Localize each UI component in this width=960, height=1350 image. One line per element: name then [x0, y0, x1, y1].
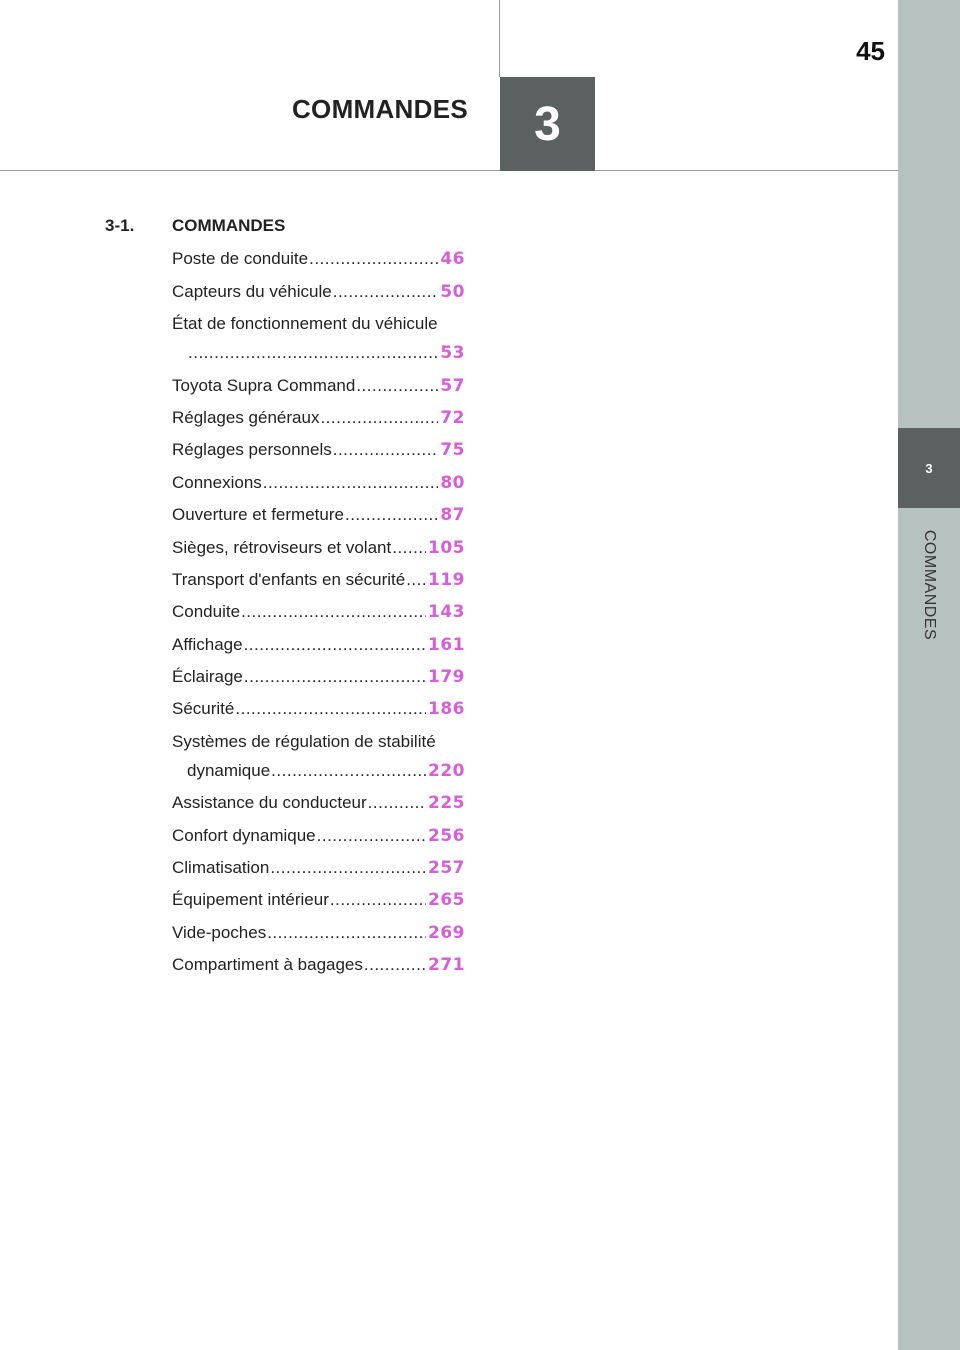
toc-entry-title: Équipement intérieur	[172, 890, 329, 910]
toc-entry-title: Connexions	[172, 472, 262, 492]
toc-entry[interactable]	[172, 505, 465, 528]
toc-page-link[interactable]: 161	[428, 634, 465, 655]
toc-entry[interactable]	[172, 376, 465, 399]
toc-entry[interactable]	[172, 955, 465, 978]
toc-entry-title: Poste de conduite	[172, 249, 309, 269]
header-rule	[0, 170, 898, 171]
toc-entry[interactable]	[172, 473, 465, 496]
toc-page-link[interactable]: 179	[428, 667, 465, 688]
toc-entry[interactable]	[172, 440, 465, 463]
toc-entry-title: Transport d'enfants en sécurité	[172, 569, 406, 589]
toc-page-link[interactable]: 80	[440, 472, 465, 493]
toc-entry-title: Systèmes de régulation de stabilité	[172, 731, 436, 751]
toc-section-number: 3-1.	[105, 216, 135, 235]
toc-entry-title: Climatisation	[172, 858, 270, 878]
toc-entry-title: Compartiment à bagages	[172, 955, 363, 975]
toc-entry-title: Assistance du conducteur	[172, 793, 367, 813]
toc-page-link[interactable]: 225	[428, 793, 465, 814]
toc-leader-dots	[392, 538, 426, 558]
toc-leader-dots	[330, 890, 426, 910]
toc-page-link[interactable]: 271	[428, 955, 465, 976]
toc-leader-dots	[317, 826, 426, 846]
toc-entry[interactable]	[172, 667, 465, 690]
side-tab-number[interactable]: 3	[898, 428, 960, 508]
toc-entry-title: Ouverture et fermeture	[172, 505, 344, 525]
toc-leader-dots	[263, 473, 439, 493]
toc-leader-dots	[270, 858, 426, 878]
toc-entry[interactable]	[172, 699, 465, 722]
toc-entry[interactable]	[172, 249, 465, 272]
toc-page-link[interactable]: 143	[428, 602, 465, 623]
table-of-contents	[105, 216, 465, 978]
toc-page-link[interactable]: 186	[428, 699, 465, 720]
toc-page-link[interactable]: 50	[440, 281, 465, 302]
toc-page-link[interactable]: 72	[440, 407, 465, 428]
toc-section-header	[105, 216, 465, 240]
chapter-title: COMMANDES	[291, 94, 468, 124]
toc-entry[interactable]	[172, 923, 465, 946]
toc-leader-dots	[345, 505, 438, 525]
toc-page-link[interactable]: 46	[440, 249, 465, 270]
toc-leader-dots	[364, 955, 426, 975]
toc-page-link[interactable]: 257	[428, 858, 465, 879]
toc-entry[interactable]	[172, 602, 465, 625]
toc-leader-dots	[356, 376, 438, 396]
toc-entry[interactable]	[172, 890, 465, 913]
toc-entry[interactable]	[172, 635, 465, 658]
side-strip	[898, 0, 960, 1350]
toc-entry[interactable]	[172, 826, 465, 849]
toc-page-link[interactable]: 119	[428, 569, 465, 590]
chapter-number-box: 3	[500, 77, 595, 171]
toc-entry-title: Affichage	[172, 634, 243, 654]
toc-leader-dots	[241, 602, 426, 622]
toc-entries	[105, 249, 465, 978]
toc-leader-dots	[271, 761, 426, 781]
toc-entry-title: Conduite	[172, 602, 241, 622]
toc-leader-dots	[309, 249, 438, 269]
toc-section-title: COMMANDES	[172, 216, 286, 235]
toc-entry-title: Sécurité	[172, 699, 235, 719]
toc-leader-dots	[244, 635, 426, 655]
toc-page-link[interactable]: 269	[428, 922, 465, 943]
toc-entry[interactable]	[172, 408, 465, 431]
toc-page-link[interactable]: 53	[440, 343, 465, 364]
toc-leader-dots	[320, 408, 438, 428]
toc-page-link[interactable]: 57	[440, 375, 465, 396]
toc-page-link[interactable]: 220	[428, 760, 465, 781]
toc-entry-title: Réglages généraux	[172, 407, 320, 427]
toc-entry-title-cont: dynamique	[187, 760, 271, 780]
toc-entry[interactable]	[172, 732, 465, 784]
header-divider	[499, 0, 500, 77]
toc-leader-dots	[368, 793, 426, 813]
toc-leader-dots	[267, 923, 426, 943]
toc-entry[interactable]	[172, 282, 465, 305]
toc-entry-title: Confort dynamique	[172, 825, 316, 845]
toc-entry[interactable]	[172, 793, 465, 816]
toc-leader-dots	[188, 343, 438, 363]
toc-entry[interactable]	[172, 538, 465, 561]
toc-leader-dots	[235, 699, 426, 719]
toc-entry-title: Capteurs du véhicule	[172, 281, 332, 301]
toc-entry[interactable]	[172, 314, 465, 366]
side-tab-label: COMMANDES	[921, 529, 938, 641]
toc-page-link[interactable]: 265	[428, 890, 465, 911]
toc-entry-title: Toyota Supra Command	[172, 375, 356, 395]
page-number: 45	[856, 36, 885, 66]
toc-leader-dots	[333, 440, 439, 460]
toc-entry-title: Éclairage	[172, 667, 243, 687]
toc-leader-dots	[406, 570, 426, 590]
toc-entry-title: Réglages personnels	[172, 440, 332, 460]
toc-leader-dots	[244, 667, 426, 687]
toc-entry-title: Vide-poches	[172, 922, 267, 942]
toc-entry-title: État de fonctionnement du véhicule	[172, 314, 438, 334]
toc-entry-title: Sièges, rétroviseurs et volant	[172, 537, 392, 557]
toc-leader-dots	[333, 282, 439, 302]
toc-page-link[interactable]: 87	[440, 505, 465, 526]
toc-entry[interactable]	[172, 858, 465, 881]
toc-page-link[interactable]: 105	[428, 537, 465, 558]
toc-page-link[interactable]: 256	[428, 825, 465, 846]
toc-page-link[interactable]: 75	[440, 440, 465, 461]
toc-entry[interactable]	[172, 570, 465, 593]
